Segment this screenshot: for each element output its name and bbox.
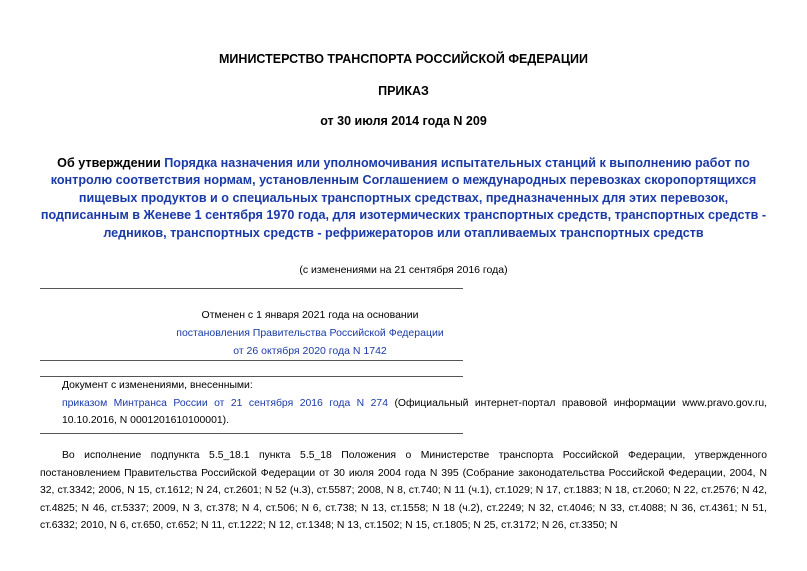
amendments-source: (Официальный интернет-портал правовой информации www.pravo.gov.ru, 10.10.2016, N 0001201610100001). [62,397,767,426]
body-paragraph: Во исполнение подпункта 5.5_18.1 пункта 5.5_18 Положения о Министерстве транспорта Российской Федерации, утвержденного постановлением Правительства Российской Федерации от 30 июля 2004 года N 395 (Собрание законодательства Российской Федерации, 2004, N 32, ст.3342; 2006, N 15, ст.1612; N 24, ст.2601; N 52 (ч.3), ст.5587; 2008, N 8, ст.740; N 11 (ч.1), ст.1029; N 17, ст.1883; N 18, ст.2060; N 22, ст.2576; N 42, ст.4825; N 46, ст.5337; 2009, N 3, ст.378; N 4, ст.506; N 6, ст.738; N 13, ст.1558; N 18 (ч.2), ст.2249; N 32, ст.4046; N 33, ст.4088; N 36, ст.4361; N 51, ст.6332; 2010, N 6, ст.650, ст.652; N 11, ст.1222; N 12, ст.1348; N 13, ст.1502; N 15, ст.1805; N 25, ст.3172; N 26, ст.3350; N [40,450,767,532]
cancellation-notice [40,306,580,360]
amendments-link[interactable]: приказом Минтранса России от 21 сентября 2016 года N 274 [62,397,388,409]
amendments-intro: Документ с изменениями, внесенными: [62,380,253,391]
order-type-heading: ПРИКАЗ [378,84,429,98]
order-date-heading: от 30 июля 2014 года N 209 [320,114,487,128]
cancellation-link-resolution[interactable]: постановления Правительства Российской Федерации [176,327,444,339]
cancellation-link-date[interactable]: от 26 октября 2020 года N 1742 [233,345,387,357]
title-link[interactable]: Порядка назначения или уполномочивания испытательных станций к выполнению работ по контролю соответствия нормам, установленным Соглашением о международных перевозках скоропортящихся пищевых продуктов и о специальных транспортных средствах, предназначенных для этих перевозок, подписанным в Женеве 1 сентября 1970 года, для изотермических транспортных средств, транспортных средств - ледников, транспортных средств - рефрижераторов или отапливаемых транспортных средств [40,156,767,240]
amendments-block [40,377,767,430]
document-title [40,155,767,242]
divider [40,288,463,289]
title-prefix: Об утверждении [57,156,165,170]
ministry-heading: МИНИСТЕРСТВО ТРАНСПОРТА РОССИЙСКОЙ ФЕДЕРАЦИИ [219,52,588,66]
amendments-entry [40,395,767,430]
divider [40,433,463,434]
divider [40,360,463,361]
changes-note: (с изменениями на 21 сентября 2016 года) [299,264,508,276]
cancellation-text: Отменен с 1 января 2021 года на основании [201,309,419,321]
